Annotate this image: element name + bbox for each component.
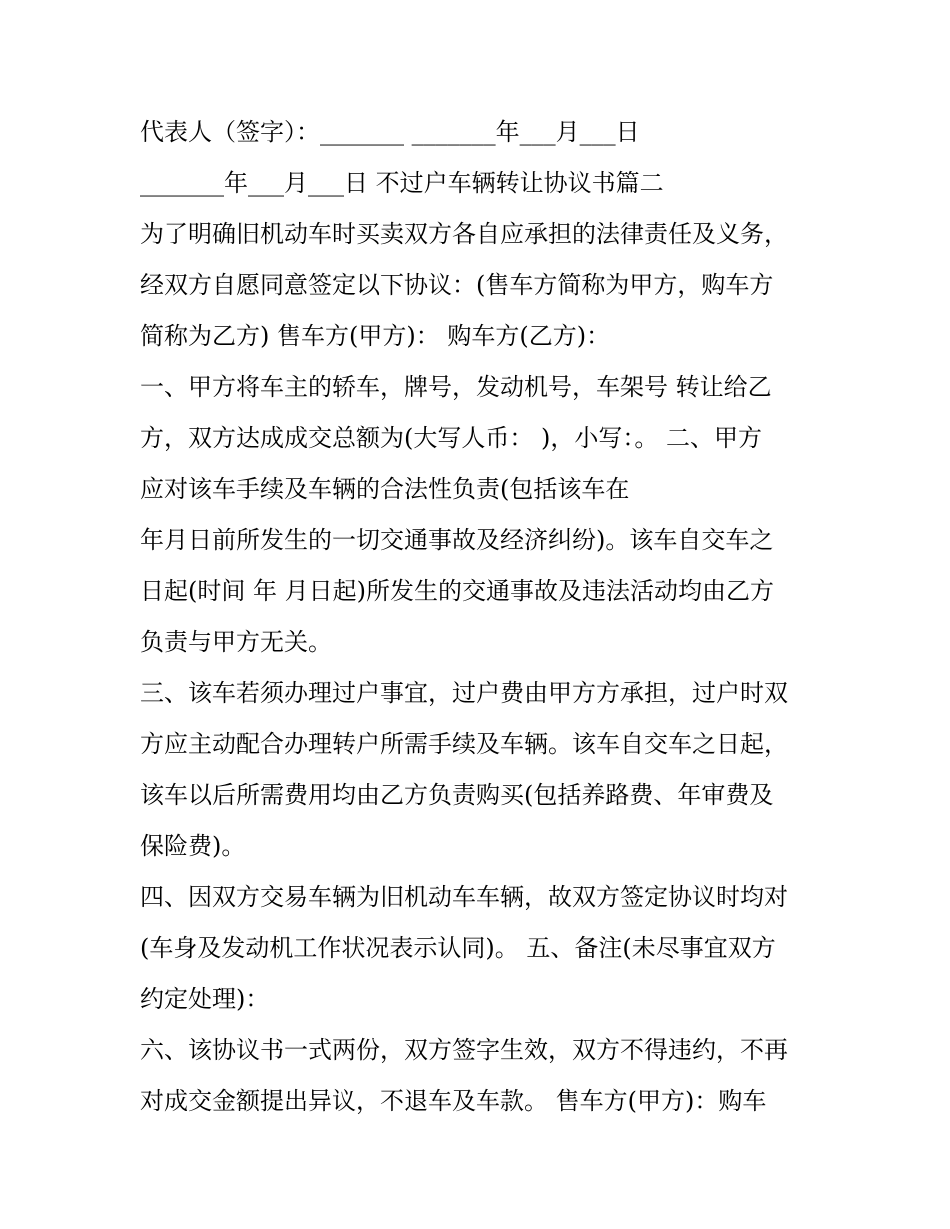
paragraph-line: 应对该车手续及车辆的合法性负责(包括该车在 [140,475,630,503]
document-body [140,107,820,1127]
date-and-section-title-line: _______年___月___日 不过户车辆转让协议书篇二 [140,169,664,197]
paragraph-line: 日起(时间 年 月日起)所发生的交通事故及违法活动均由乙方 [140,577,774,605]
paragraph-line: 为了明确旧机动车时买卖双方各自应承担的法律责任及义务， [140,220,788,248]
paragraph-line: 年月日前所发生的一切交通事故及经济纠纷)。该车自交车之 [140,526,774,554]
paragraph-line: 该车以后所需费用均由乙方负责购买(包括养路费、年审费及 [140,781,774,809]
paragraph-line: 简称为乙方) 售车方(甲方)： 购车方(乙方)： [140,322,611,350]
signature-date-line: 代表人（签字）：_______ _______年___月___日 [140,118,640,146]
clause-six-line: 六、该协议书一式两份，双方签字生效，双方不得违约，不再 [140,1036,788,1064]
paragraph-line: 对成交金额提出异议，不退车及车款。 售车方(甲方)：购车 [140,1087,767,1115]
paragraph-line: 负责与甲方无关。 [140,628,332,656]
clause-four-line: 四、因双方交易车辆为旧机动车车辆，故双方签定协议时均对 [140,883,788,911]
paragraph-line: 保险费)。 [140,832,246,860]
paragraph-line: 方应主动配合办理转户所需手续及车辆。该车自交车之日起， [140,730,788,758]
paragraph-line: 方，双方达成成交总额为(大写人币： )，小写：。 二、甲方 [140,424,762,452]
paragraph-line: (车身及发动机工作状况表示认同)。 五、备注(未尽事宜双方 [140,934,776,962]
paragraph-line: 经双方自愿同意签定以下协议：(售车方简称为甲方，购车方 [140,271,774,299]
clause-one-line: 一、甲方将车主的轿车，牌号，发动机号，车架号 转让给乙 [140,373,772,401]
paragraph-line: 约定处理)： [140,985,270,1013]
clause-three-line: 三、该车若须办理过户事宜，过户费由甲方方承担，过户时双 [140,679,788,707]
